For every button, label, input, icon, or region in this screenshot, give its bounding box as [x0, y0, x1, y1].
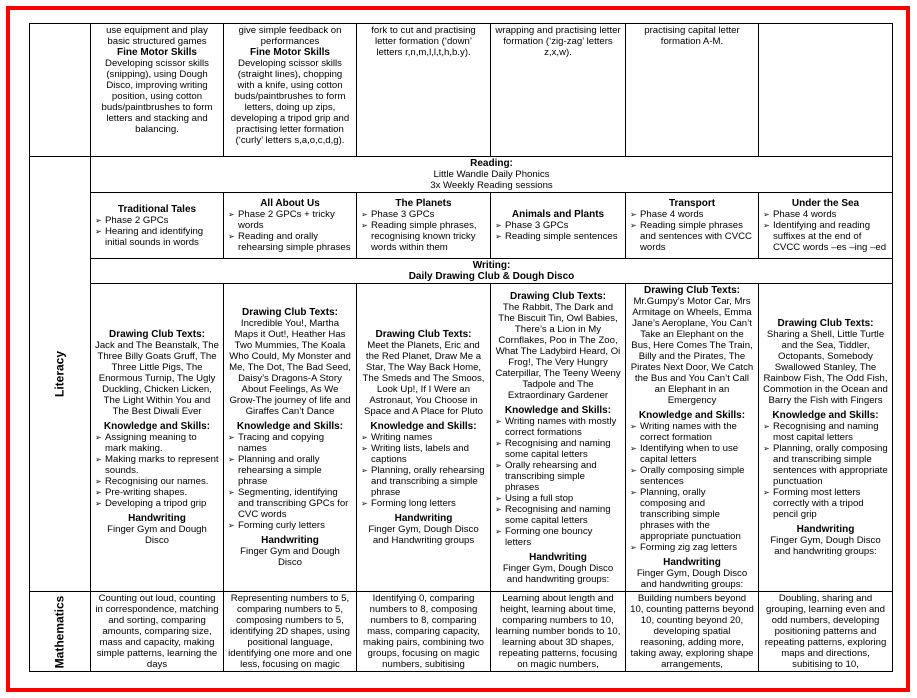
bullet-item: ➢ Phase 2 GPCs [95, 215, 219, 226]
cell-content [95, 593, 219, 670]
bullet-list [495, 416, 621, 548]
section-heading: Knowledge and Skills: [103, 421, 211, 432]
bullet-item: ➢ Orally rehearsing and transcribing simple phrases [495, 460, 621, 493]
continuation-cell [357, 24, 491, 157]
cell-text: use equipment and play basic structured games [106, 25, 208, 47]
bullet-list [630, 421, 754, 553]
cell-content [228, 198, 352, 253]
mathematics-cell [626, 592, 759, 672]
cell-text: Doubling, sharing and grouping, learning even and odd numbers, developing positioning patterns and repeating patterns, exploring maps and directions, subitising to 10, [764, 593, 887, 670]
cell-content [495, 291, 621, 585]
bullet-list [361, 432, 486, 509]
writing-cell [491, 284, 626, 592]
bullet-item: ➢ Phase 3 GPCs [361, 209, 486, 220]
section-heading: All About Us [260, 198, 320, 209]
section-heading: Knowledge and Skills: [772, 410, 879, 421]
empty-label-cell [30, 24, 91, 157]
cell-content [495, 209, 621, 242]
cell-text: Developing scissor skills (snipping), using Dough Disco, improving writing position, using cotton buds/paintbrushes to form letters and stacking and balancing. [101, 58, 213, 135]
bullet-item: ➢ Planning and orally rehearsing a simple phrase [228, 454, 352, 487]
bullet-item: ➢ Reading simple phrases and sentences with CVCC words [630, 220, 754, 253]
cell-content [763, 593, 888, 670]
cell-text: Sharing a Shell, Little Turtle and the Sea, Tiddler, Octopants, Somebody Swallowed Stanley, The Rainbow Fish, The Odd Fish, Commotion in the Ocean and Barry the Fish with Fingers [763, 329, 888, 406]
bullet-item: ➢ Planning, orally composing and transcribing simple sentences with appropriate punctuation [763, 443, 888, 487]
section-heading: Knowledge and Skills: [504, 404, 612, 416]
section-heading: Drawing Club Texts: [109, 329, 205, 340]
bullet-item: ➢ Orally composing simple sentences [630, 465, 754, 487]
writing-cell [224, 284, 357, 592]
bullet-list [763, 421, 888, 520]
bullet-list [763, 209, 888, 253]
bullet-item: ➢ Forming one bouncy letters [495, 526, 621, 548]
reading-title: Reading: [470, 158, 513, 169]
cell-text: Building numbers beyond 10, counting patterns beyond 10, counting beyond 20, developing spatial reasoning, adding more, taking away, exploring shape arrangements, [630, 593, 754, 670]
bullet-list [630, 209, 754, 253]
cell-text: wrapping and practising letter formation (‘zig-zag’ letters z,x,w). [495, 25, 621, 58]
bullet-list [95, 432, 219, 509]
bullet-item: ➢ Recognising and naming most capital letters [763, 421, 888, 443]
section-heading: Drawing Club Texts: [777, 318, 874, 329]
reading-cell [491, 193, 626, 259]
bullet-item: ➢ Phase 2 GPCs + tricky words [228, 209, 352, 231]
continuation-cell [491, 24, 626, 157]
cell-text: Finger Gym, Dough Disco and handwriting groups: [770, 535, 881, 557]
cell-text: Representing numbers to 5, comparing numbers to 5, composing numbers to 5, identifying 2D shapes, using positional language, identifying one more and one less, focusing on magic [228, 593, 352, 670]
bullet-item: ➢ Identifying and reading suffixes at the end of CVCC words –es –ing –ed [763, 220, 888, 253]
bullet-item: ➢ Forming zig zag letters [630, 542, 754, 553]
reading-header-row [30, 157, 893, 193]
cell-content [228, 25, 352, 146]
bullet-item: ➢ Forming curly letters [228, 520, 352, 531]
cell-content [763, 198, 888, 253]
cell-content [361, 329, 486, 546]
bullet-item: ➢ Writing lists, labels and captions [361, 443, 486, 465]
section-heading: Handwriting [261, 535, 319, 546]
bullet-list [495, 220, 621, 242]
writing-row [30, 284, 893, 592]
section-heading: Drawing Club Texts: [242, 307, 338, 318]
bullet-item: ➢ Phase 4 words [763, 209, 888, 220]
continuation-cell [91, 24, 224, 157]
mathematics-cell [491, 592, 626, 672]
cell-content [95, 25, 219, 135]
cell-text: Developing scissor skills (straight lines), chopping with a knife, using cotton buds/paintbrushes to form letters, doing up zips, developing a tripod grip and practising letter formation (‘curly’ letters s,a,o,c,d,g). [230, 58, 350, 146]
cell-text: Identifying 0, comparing numbers to 8, composing numbers to 8, comparing mass, comparing capacity, making pairs, combining two groups, focusing on magic numbers, subitising [362, 593, 485, 670]
bullet-list [95, 215, 219, 248]
section-heading: Fine Motor Skills [249, 47, 330, 58]
bullet-item: ➢ Recognising our names. [95, 476, 219, 487]
bullet-item: ➢ Reading and orally rehearsing simple phrases [228, 231, 352, 253]
writing-header-row [30, 259, 893, 284]
bullet-item: ➢ Forming most letters correctly with a tripod pencil grip [763, 487, 888, 520]
mathematics-row [30, 592, 893, 672]
writing-header [91, 259, 893, 284]
cell-content [228, 307, 352, 568]
reading-cell [224, 193, 357, 259]
cell-content [95, 204, 219, 248]
section-heading: The Planets [395, 198, 452, 209]
reading-cell [91, 193, 224, 259]
reading-header [91, 157, 893, 193]
cell-content [495, 25, 621, 58]
reading-cell [759, 193, 893, 259]
cell-text: give simple feedback on performances [238, 25, 342, 47]
literacy-label: Literacy [52, 350, 67, 398]
cell-content [228, 593, 352, 670]
bullet-item: ➢ Writing names with the correct formation [630, 421, 754, 443]
reading-row [30, 193, 893, 259]
bullet-item: ➢ Reading simple phrases, recognising known tricky words within them [361, 220, 486, 253]
cell-text: Incredible You!, Martha Maps it Out!, Heather Has Two Mummies, The Koala Who Could, My Monster and Me, The Dot, The Bad Seed, Daisy’s Dragons-A Story About Feelings, As We Grow-The journey of life and Giraffes Can’t Dance [229, 318, 351, 417]
cell-text: Meet the Planets, Eric and the Red Planet, Draw Me a Star, The Way Back Home, The Smeds and The Smoos, Look Up!, If I Were an Astronaut, You Choose in Space and A Place for Pluto [362, 340, 485, 417]
cell-text: Finger Gym and Dough Disco [240, 546, 340, 568]
section-heading: Animals and Plants [511, 209, 605, 220]
writing-cell [91, 284, 224, 592]
section-heading: Handwriting [663, 557, 721, 568]
writing-cell [626, 284, 759, 592]
cell-text: The Rabbit, The Dark and The Biscuit Tin, Owl Babies, There’s a Lion in My Cornflakes, Poo in The Zoo, What The Ladybird Heard, Oi Frog!, The Very Hungry Caterpillar, The Teeny Weeny Tadpole and The Extraordinary Gardener [495, 301, 621, 401]
bullet-item: ➢ Writing names [361, 432, 486, 443]
cell-content [495, 593, 621, 670]
section-heading: Knowledge and Skills: [236, 421, 344, 432]
mathematics-cell [357, 592, 491, 672]
section-heading: Knowledge and Skills: [638, 410, 746, 421]
cell-text: Counting out loud, counting in correspondence, matching and sorting, comparing amounts, comparing size, mass and capacity, making simple patterns, learning the days [95, 593, 219, 670]
mathematics-cell [759, 592, 893, 672]
continuation-cell [759, 24, 893, 157]
bullet-item: ➢ Planning, orally composing and transcribing simple phrases with the appropriate punctuation [630, 487, 754, 542]
bullet-item: ➢ Writing names with mostly correct formations [495, 416, 621, 438]
section-heading: Handwriting [128, 513, 186, 524]
cell-content [361, 198, 486, 253]
section-heading: Transport [668, 198, 716, 209]
bullet-item: ➢ Making marks to represent sounds. [95, 454, 219, 476]
cell-content [630, 285, 754, 590]
bullet-item: ➢ Recognising and naming some capital letters [495, 504, 621, 526]
cell-text: Finger Gym, Dough Disco and Handwriting groups [368, 524, 479, 546]
cell-content [361, 593, 486, 670]
section-heading: Drawing Club Texts: [644, 285, 740, 296]
bullet-item: ➢ Phase 4 words [630, 209, 754, 220]
section-heading: Traditional Tales [117, 203, 197, 215]
bullet-list [228, 209, 352, 253]
section-heading: Handwriting [394, 513, 453, 524]
cell-text: Finger Gym and Dough Disco [107, 524, 207, 546]
bullet-item: ➢ Planning, orally rehearsing and transcribing a simple phrase [361, 465, 486, 498]
mathematics-cell [224, 592, 357, 672]
cell-text: practising capital letter formation A-M. [644, 25, 740, 47]
cell-text: Finger Gym, Dough Disco and handwriting groups: [636, 568, 748, 590]
bullet-item: ➢ Reading simple sentences [495, 231, 621, 242]
continuation-cell [626, 24, 759, 157]
bullet-item: ➢ Phase 3 GPCs [495, 220, 621, 231]
mathematics-label-cell [30, 592, 91, 672]
continuation-row [30, 24, 893, 157]
bullet-item: ➢ Hearing and identifying initial sounds in words [95, 226, 219, 248]
section-heading: Drawing Club Texts: [510, 290, 606, 302]
section-heading: Drawing Club Texts: [375, 329, 472, 340]
bullet-item: ➢ Assigning meaning to mark making. [95, 432, 219, 454]
literacy-label-cell [30, 157, 91, 592]
bullet-list [228, 432, 352, 531]
cell-text: Learning about length and height, learning about time, comparing numbers to 10, learning number bonds to 10, learning about 3D shapes, repeating patterns, focusing on magic numbers, [495, 593, 621, 670]
bullet-item: ➢ Recognising and naming some capital letters [495, 438, 621, 460]
section-heading: Handwriting [529, 551, 587, 563]
bullet-item: ➢ Tracing and copying names [228, 432, 352, 454]
bullet-item: ➢ Using a full stop [495, 493, 621, 504]
continuation-cell [224, 24, 357, 157]
cell-text: Finger Gym, Dough Disco and handwriting groups: [502, 562, 614, 585]
cell-text: fork to cut and practising letter formation (‘down’ letters r,n,m,l,l,t,h,b.y). [371, 25, 476, 58]
bullet-item: ➢ Developing a tripod grip [95, 498, 219, 509]
cell-content [630, 25, 754, 47]
writing-cell [357, 284, 491, 592]
cell-text: Jack and The Beanstalk, The Three Billy Goats Gruff, The Three Little Pigs, The Enormous Turnip, The Ugly Duckling, Chicken Licken, The Light Within You and The Best Diwali Ever [95, 340, 219, 417]
reading-cell [357, 193, 491, 259]
cell-content [630, 593, 754, 670]
reading-cell [626, 193, 759, 259]
bullet-list [361, 209, 486, 253]
cell-content [763, 318, 888, 557]
writing-cell [759, 284, 893, 592]
section-heading: Handwriting [796, 524, 855, 535]
section-heading: Under the Sea [791, 198, 860, 209]
cell-content [361, 25, 486, 58]
bullet-item: ➢ Pre-writing shapes. [95, 487, 219, 498]
section-heading: Fine Motor Skills [116, 47, 197, 58]
mathematics-cell [91, 592, 224, 672]
writing-title: Writing: [472, 260, 511, 271]
reading-line-1: Little Wandle Daily Phonics [433, 169, 550, 180]
cell-content [630, 198, 754, 253]
bullet-item: ➢ Forming long letters [361, 498, 486, 509]
writing-subtitle: Daily Drawing Club & Dough Disco [408, 271, 575, 282]
cell-text: Mr.Gumpy’s Motor Car, Mrs Armitage on Wheels, Emma Jane’s Aeroplane, You Can’t Take an Elephant on the Bus, Here Comes The Train, Billy and the Pirates, The Pirates Next Door, We Catch the Bus and You Can’t Call an Elephant in an Emergency [630, 296, 754, 406]
cell-content [95, 329, 219, 546]
bullet-item: ➢ Identifying when to use capital letters [630, 443, 754, 465]
mathematics-label: Mathematics [52, 595, 67, 668]
curriculum-table [29, 23, 893, 672]
section-heading: Knowledge and Skills: [370, 421, 477, 432]
reading-line-2: 3x Weekly Reading sessions [430, 180, 553, 191]
bullet-item: ➢ Segmenting, identifying and transcribing GPCs for CVC words [228, 487, 352, 520]
